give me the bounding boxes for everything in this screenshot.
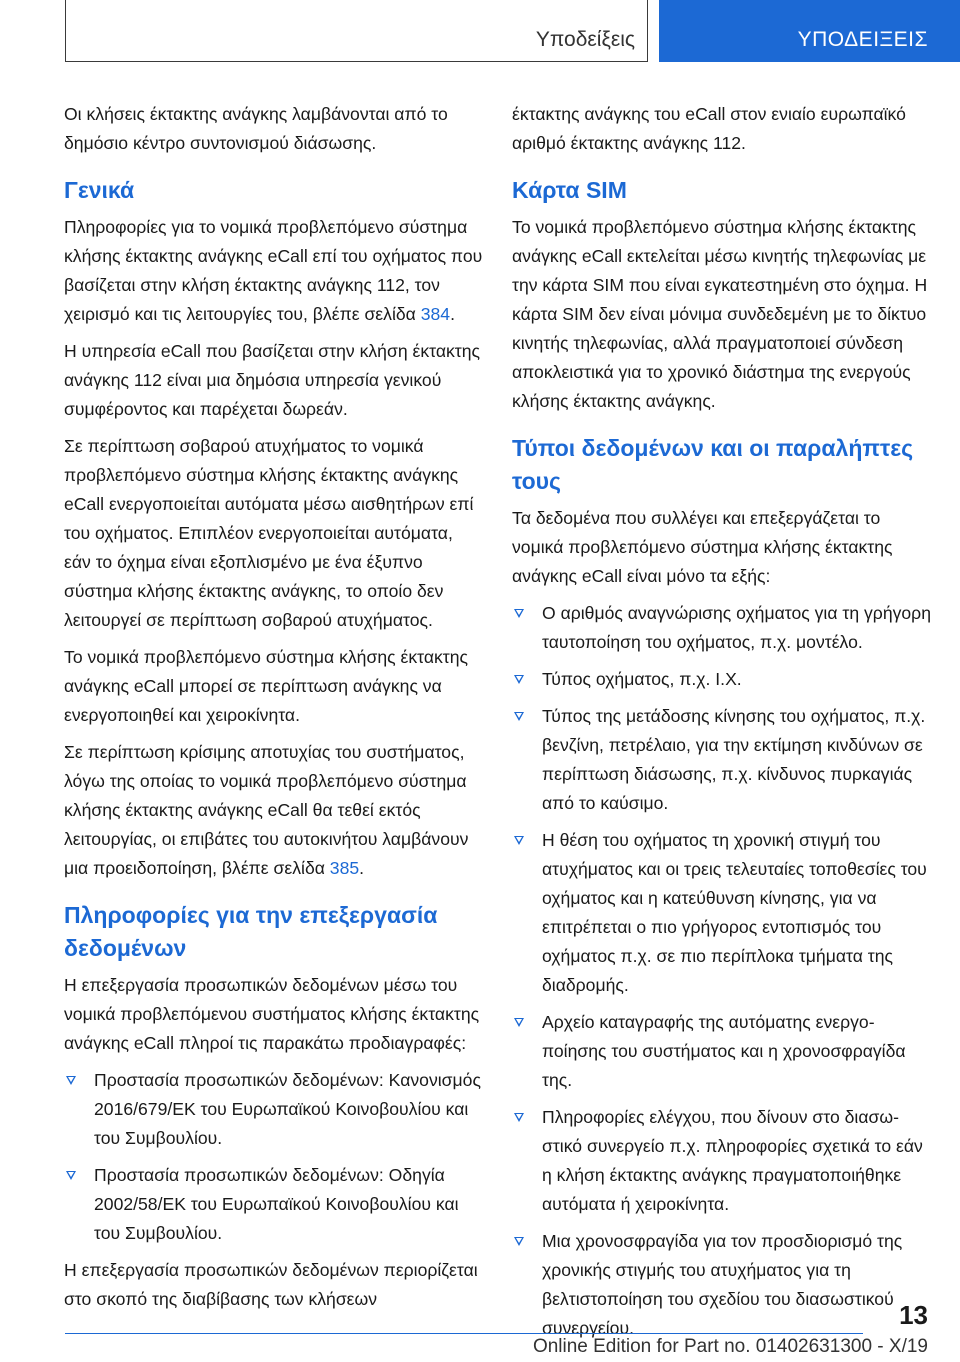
left-column xyxy=(64,100,484,1322)
footer-divider xyxy=(65,1333,863,1334)
triangle-bullet-icon xyxy=(66,1171,76,1180)
list-item: Μια χρονοσφραγίδα για τον προσδιορισμό της χρονικής στιγμής του ατυχήματος για τη βελτιστοποίηση του σχεδίου του διασωστικού συνεργείου. xyxy=(512,1227,932,1343)
chapter-tab[interactable] xyxy=(659,0,960,62)
paragraph: Η επεξεργασία προσωπικών δεδομένων μέσω του νομικά προβλεπόμενου συστήματος κλήσης έκτακτης ανάγκης eCall πληροί τις παρακάτω προδιαγραφές: xyxy=(64,975,480,1053)
list-item: Αρχείο καταγραφής της αυτόματης ενεργοποίησης του συστήματος και η χρονοσφραγίδα της. xyxy=(512,1008,932,1095)
list-item: Προστασία προσωπικών δεδομένων: Κανονισμός 2016/679/ΕΚ του Ευρωπαϊκού Κοινοβουλίου και του Συμβουλίου. xyxy=(64,1066,484,1153)
triangle-bullet-icon xyxy=(66,1076,76,1085)
page-link-384[interactable]: 384 xyxy=(420,304,451,324)
list-item: Τύπος οχήματος, π.χ. Ι.Χ. xyxy=(512,665,932,694)
paragraph: Το νομικά προβλεπόμενο σύστημα κλήσης έκτακτης ανάγκης eCall μπορεί σε περίπτωση ανάγκης να ενεργοποιηθεί και χειροκίνητα. xyxy=(64,647,469,725)
list-item: Προστασία προσωπικών δεδομένων: Οδηγία 2002/58/ΕΚ του Ευρωπαϊκού Κοινοβουλίου και του Συμβουλίου. xyxy=(64,1161,484,1248)
heading-sim-card: Κάρτα SIM xyxy=(512,177,627,203)
right-column xyxy=(512,100,932,1351)
edition-footer: Online Edition for Part no. 01402631300 - X/19 xyxy=(532,1336,928,1357)
triangle-bullet-icon xyxy=(514,609,524,618)
paragraph: έκτακτης ανάγκης του eCall στον ενιαίο ευρωπαϊκό αριθμό έκτακτης ανάγκης 112. xyxy=(512,104,906,153)
heading-data-processing: Πληροφορίες για την επεξεργασία δεδομένων xyxy=(64,902,438,961)
page-link-385[interactable]: 385 xyxy=(329,858,360,878)
paragraph: Σε περίπτωση κρίσιμης αποτυχίας του συστήματος, λόγω της οποίας το νομικά προβλεπόμενο σύστημα κλήσης έκτακτης ανάγκης eCall θα τεθεί εκτός λειτουργίας, οι επιβάτες του αυτοκινήτου λαμβάνουν μια προειδοποίηση, βλέπε σελίδα 385. xyxy=(64,742,469,878)
list-item: Η θέση του οχήματος τη χρονική στιγμή του ατυχήματος και οι τρεις τελευταίες τοποθεσίες του οχήματος και η κατεύθυνση κίνησης, για να επιτρέπεται ο πιο γρήγορος εντοπισμός του οχήματος π.χ. σε πιο περίπλοκα τμήματα της διαδρομής. xyxy=(512,826,932,1000)
paragraph: Οι κλήσεις έκτακτης ανάγκης λαμβάνονται από το δημόσιο κέντρο συντονισμού διάσωσης. xyxy=(64,104,448,153)
section-title: Υποδείξεις xyxy=(535,28,635,51)
bullet-list xyxy=(64,1066,484,1248)
paragraph: Η υπηρεσία eCall που βασίζεται στην κλήση έκτακτης ανάγκης 112 είναι μια δημόσια υπηρεσία γενικού συμφέροντος και παρέχεται δωρεάν. xyxy=(64,341,481,419)
chapter-tab-label: ΥΠΟΔΕΙΞΕΙΣ xyxy=(797,28,928,51)
page-number: 13 xyxy=(899,1300,928,1330)
heading-general: Γενικά xyxy=(64,177,135,203)
paragraph: Τα δεδομένα που συλλέγει και επεξεργάζεται το νομικά προβλεπόμενο σύστημα κλήσης έκτακτης ανάγκης eCall είναι μόνο τα εξής: xyxy=(512,508,893,586)
paragraph: Πληροφορίες για το νομικά προβλεπόμενο σύστημα κλήσης έκτακτης ανάγκης eCall επί του οχήματος που βασίζεται στην κλήση έκτακτης ανάγκης 112, τον χειρισμό και τις λειτουργίες του, βλέπε σελίδα 384. xyxy=(64,217,483,324)
list-item: Τύπος της μετάδοσης κίνησης του οχήματος, π.χ. βενζίνη, πετρέλαιο, για την εκτίμηση κινδύνων σε περίπτωση διάσωσης, π.χ. κίνδυνος πυρκαγιάς από το καύσιμο. xyxy=(512,702,932,818)
triangle-bullet-icon xyxy=(514,675,524,684)
bullet-list xyxy=(512,599,932,1343)
paragraph: Το νομικά προβλεπόμενο σύστημα κλήσης έκτακτης ανάγκης eCall εκτελείται μέσω κινητής τηλεφωνίας με την κάρτα SIM που είναι εγκατεστημένη στο όχημα. Η κάρτα SIM δεν είναι μόνιμα συνδεδεμένη με το δίκτυο κινητής τηλεφωνίας, αλλά πραγματοποιεί σύνδεση αποκλειστικά για το χρονικό διάστημα της ενεργούς κλήσης έκτακτης ανάγκης. xyxy=(512,217,928,411)
paragraph: Η επεξεργασία προσωπικών δεδομένων περιορίζεται στο σκοπό της διαβίβασης των κλήσεων xyxy=(64,1260,478,1309)
triangle-bullet-icon xyxy=(514,836,524,845)
triangle-bullet-icon xyxy=(514,712,524,721)
triangle-bullet-icon xyxy=(514,1018,524,1027)
paragraph: Σε περίπτωση σοβαρού ατυχήματος το νομικά προβλεπόμενο σύστημα κλήσης έκτακτης ανάγκης eCall ενεργοποιείται αυτόματα μέσω αισθητήρων επί του οχήματος. Επιπλέον ενεργοποιείται αυτόματα, εάν το όχημα είναι εξοπλισμένο με ένα έξυπνο σύστημα κλήσης έκτακτης ανάγκης, το οποίο δεν λειτουργεί σε περίπτωση σοβαρού ατυχήματος. xyxy=(64,436,474,630)
header-frame xyxy=(65,0,648,62)
list-item: Ο αριθμός αναγνώρισης οχήματος για τη γρήγορη ταυτοποίηση του οχήματος, π.χ. μοντέλο. xyxy=(512,599,932,657)
triangle-bullet-icon xyxy=(514,1113,524,1122)
heading-data-types: Τύποι δεδομένων και οι παραλήπτες τους xyxy=(512,435,914,494)
triangle-bullet-icon xyxy=(514,1237,524,1246)
list-item: Πληροφορίες ελέγχου, που δίνουν στο διασωστικό συνεργείο π.χ. πληροφορίες σχετικά το εάν η κλήση έκτακτης ανάγκης πραγματοποιήθηκε αυτόματα ή χειροκίνητα. xyxy=(512,1103,932,1219)
